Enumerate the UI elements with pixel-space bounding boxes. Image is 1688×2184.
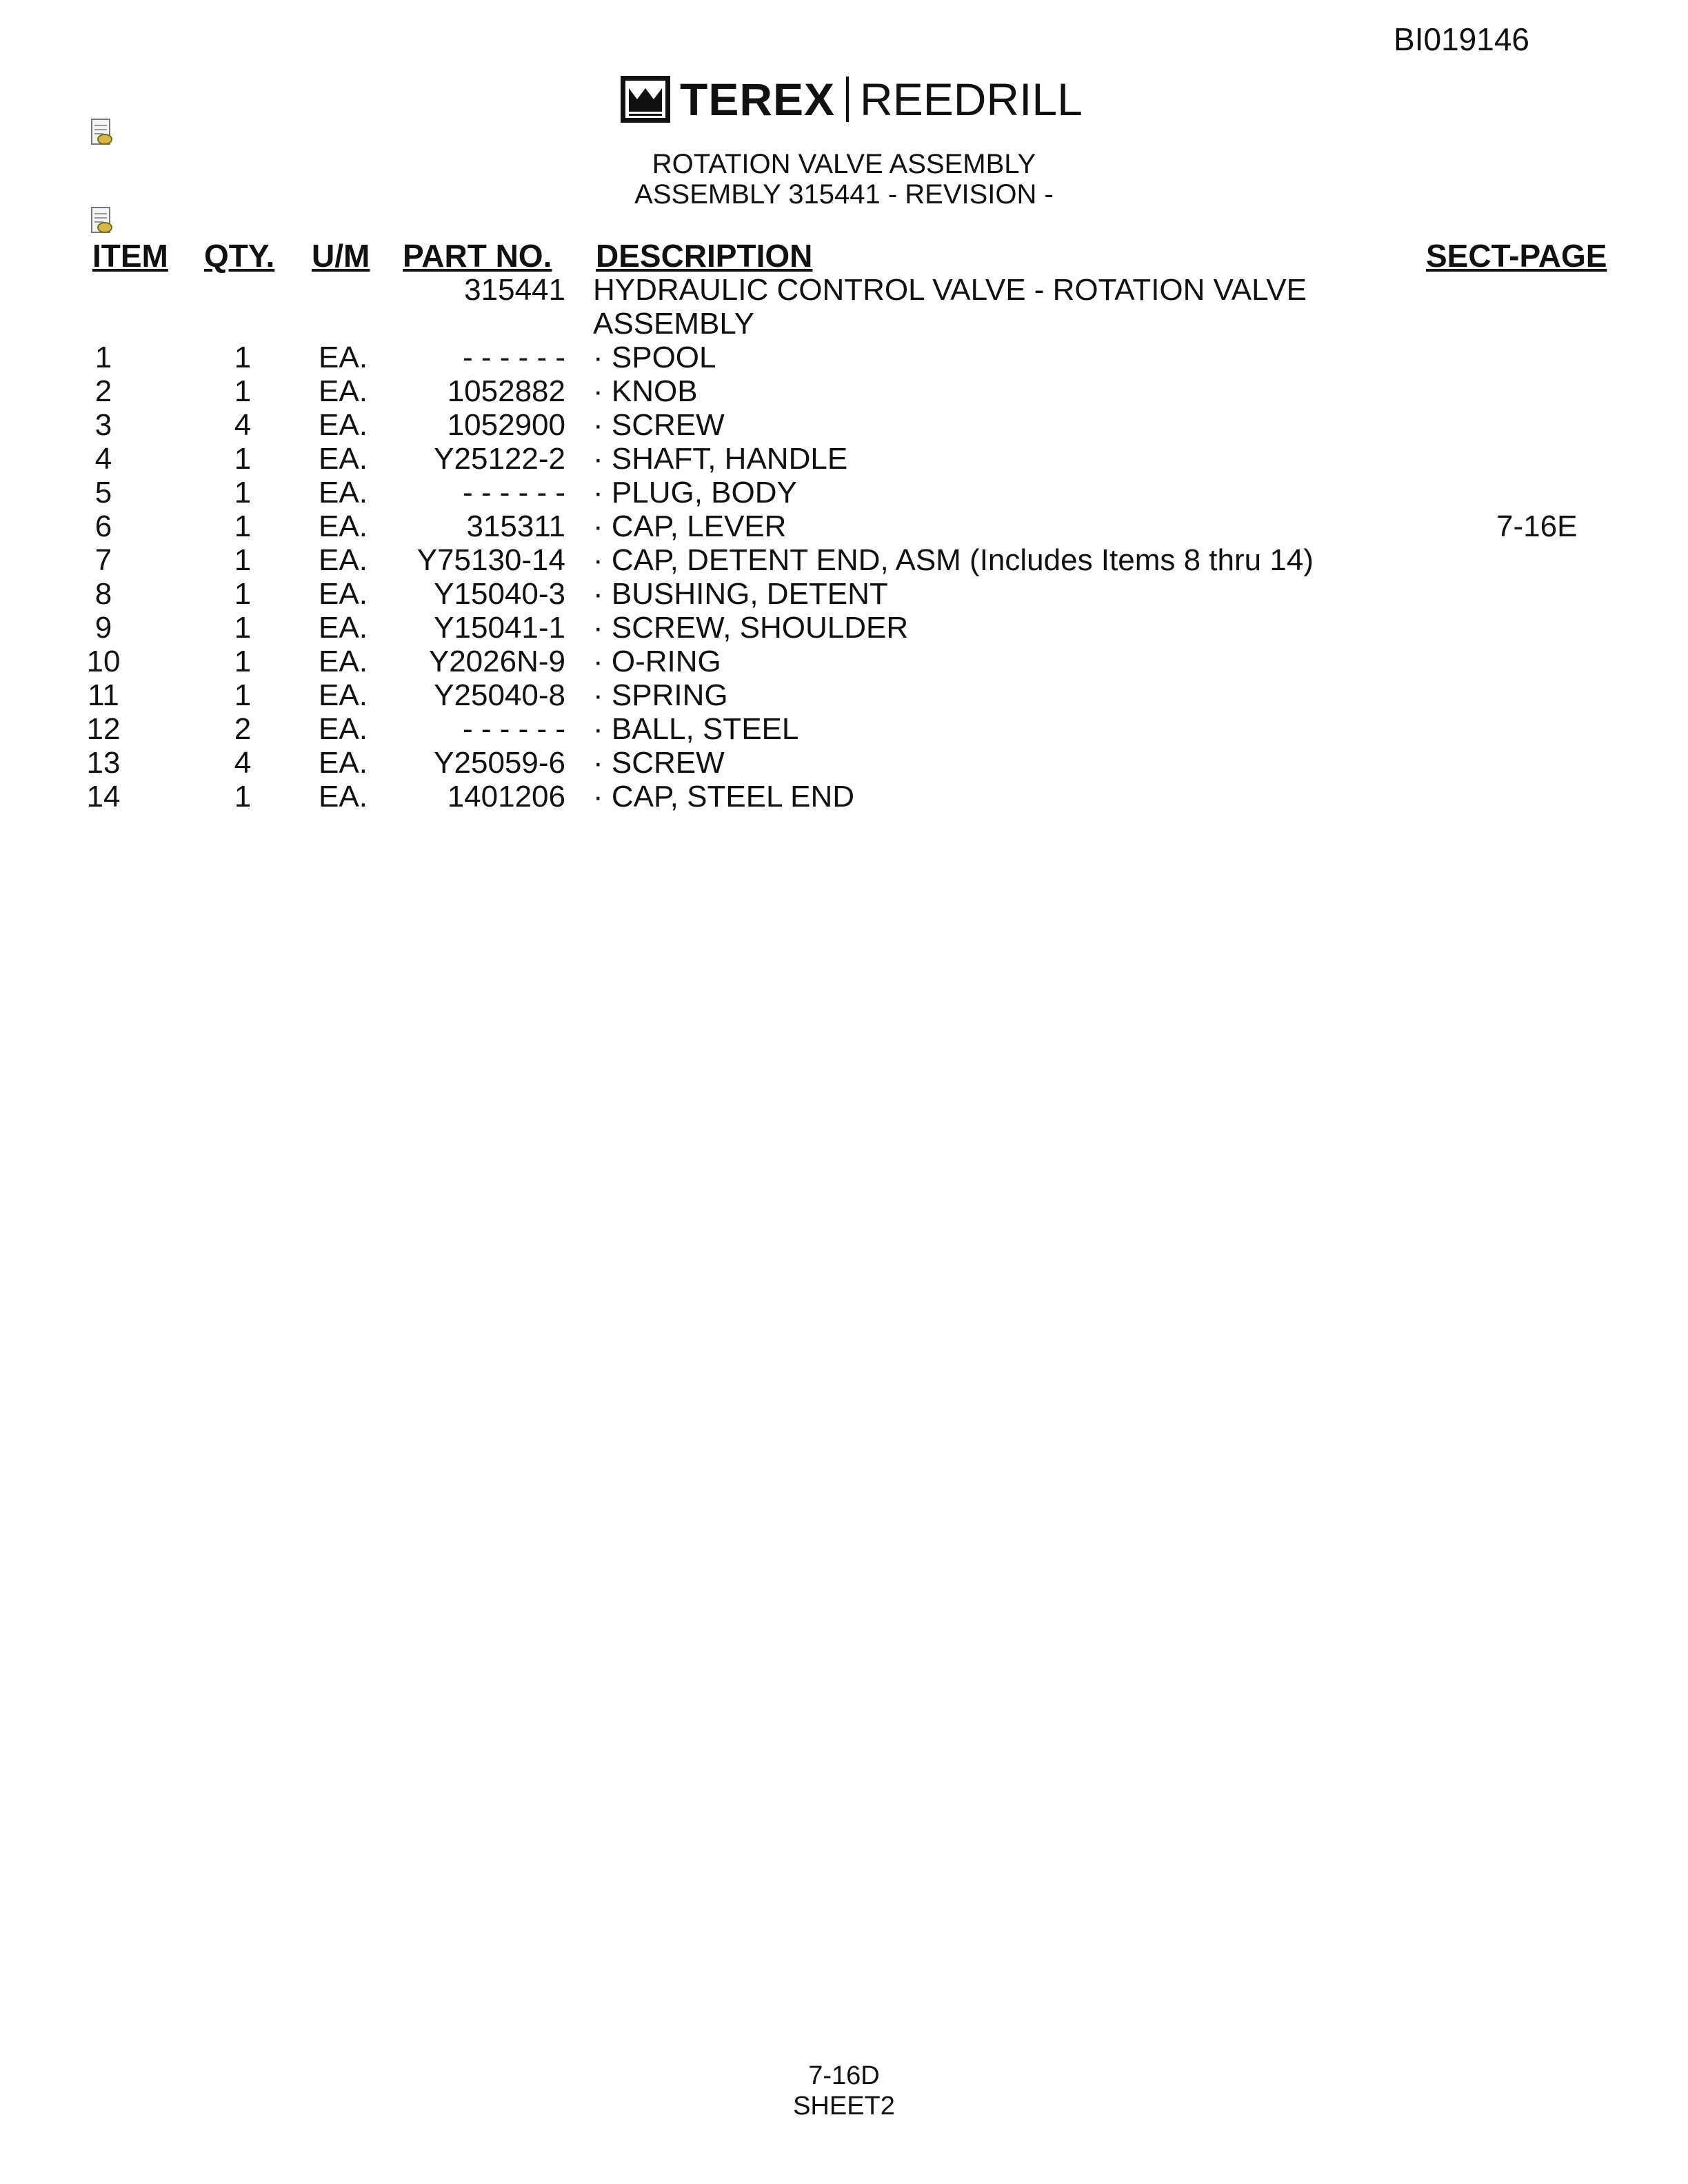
row-qty: 1: [234, 611, 252, 645]
document-icon[interactable]: [91, 119, 114, 146]
header-item: ITEM: [92, 238, 168, 274]
header-sect-page: SECT-PAGE: [1426, 238, 1607, 274]
row-description: · SPRING: [593, 678, 728, 712]
row-qty: 1: [234, 341, 252, 374]
row-item: 8: [94, 577, 112, 611]
row-description: · CAP, STEEL END: [593, 780, 855, 813]
row-um: EA.: [319, 341, 368, 374]
row-item: 9: [94, 611, 112, 645]
row-um: EA.: [319, 442, 368, 476]
table-row: [0, 408, 1688, 442]
table-row: [0, 442, 1688, 476]
row-item: 1: [94, 341, 112, 374]
page-title: ROTATION VALVE ASSEMBLY: [652, 149, 1036, 179]
row-qty: 1: [234, 645, 252, 678]
row-item: 6: [94, 509, 112, 543]
row-description: · PLUG, BODY: [593, 476, 797, 509]
row-um: EA.: [319, 678, 368, 712]
row-item: 5: [94, 476, 112, 509]
row-description: · O-RING: [593, 645, 721, 678]
table-row: [0, 543, 1688, 577]
row-um: EA.: [319, 577, 368, 611]
row-um: EA.: [319, 611, 368, 645]
row-part-no: Y25040-8: [434, 678, 565, 712]
table-row: [0, 611, 1688, 645]
row-qty: 1: [234, 543, 252, 577]
assembly-part-no: 315441: [464, 273, 565, 307]
row-qty: 4: [234, 408, 252, 442]
logo-separator: [846, 77, 849, 122]
row-part-no: 1052900: [447, 408, 565, 442]
row-qty: 1: [234, 442, 252, 476]
row-qty: 4: [234, 746, 252, 780]
header-description: DESCRIPTION: [596, 238, 813, 274]
header-um: U/M: [312, 238, 370, 274]
assembly-row: [0, 273, 1688, 307]
row-item: 11: [88, 678, 119, 712]
row-um: EA.: [319, 476, 368, 509]
table-row: [0, 341, 1688, 374]
row-description: · CAP, DETENT END, ASM (Includes Items 8 thru 14): [593, 543, 1314, 577]
sheet-label: SHEET2: [793, 2092, 895, 2121]
assembly-row-cont: [0, 307, 1688, 341]
row-item: 12: [86, 712, 121, 746]
row-um: EA.: [319, 712, 368, 746]
row-description: · KNOB: [593, 374, 698, 408]
row-um: EA.: [319, 374, 368, 408]
row-item: 13: [86, 746, 121, 780]
assembly-description-cont: ASSEMBLY: [593, 307, 754, 341]
row-item: 3: [94, 408, 112, 442]
table-row: [0, 577, 1688, 611]
document-icon[interactable]: [91, 207, 114, 234]
row-item: 7: [94, 543, 112, 577]
row-description: · SCREW: [593, 408, 725, 442]
page-number: 7-16D: [808, 2061, 880, 2090]
row-qty: 1: [234, 374, 252, 408]
row-um: EA.: [319, 780, 368, 813]
row-part-no: - - - - - -: [462, 341, 565, 374]
row-description: · SCREW: [593, 746, 725, 780]
table-row: [0, 780, 1688, 813]
terex-crown-icon: [621, 76, 670, 123]
row-qty: 1: [234, 509, 252, 543]
row-description: · BALL, STEEL: [593, 712, 799, 746]
row-qty: 1: [234, 780, 252, 813]
row-item: 14: [86, 780, 121, 813]
row-item: 2: [94, 374, 112, 408]
document-id: BI019146: [1394, 21, 1529, 57]
row-description: · BUSHING, DETENT: [593, 577, 888, 611]
table-row: [0, 678, 1688, 712]
assembly-revision: ASSEMBLY 315441 - REVISION -: [634, 179, 1054, 210]
row-qty: 1: [234, 476, 252, 509]
logo-sub-text: REEDRILL: [860, 74, 1083, 125]
terex-reedrill-logo: [621, 72, 1083, 127]
row-part-no: 315311: [466, 509, 565, 543]
row-part-no: Y75130-14: [416, 543, 565, 577]
row-qty: 1: [234, 577, 252, 611]
table-row: [0, 509, 1688, 543]
row-qty: 1: [234, 678, 252, 712]
row-um: EA.: [319, 509, 368, 543]
row-part-no: Y25059-6: [434, 746, 565, 780]
table-row: [0, 645, 1688, 678]
table-row: [0, 712, 1688, 746]
row-um: EA.: [319, 543, 368, 577]
row-qty: 2: [234, 712, 252, 746]
row-item: 4: [94, 442, 112, 476]
row-part-no: - - - - - -: [462, 476, 565, 509]
row-part-no: Y15041-1: [434, 611, 565, 645]
row-description: · CAP, LEVER: [593, 509, 787, 543]
row-um: EA.: [319, 746, 368, 780]
table-row: [0, 374, 1688, 408]
header-part-no: PART NO.: [403, 238, 552, 274]
table-row: [0, 746, 1688, 780]
row-description: · SCREW, SHOULDER: [593, 611, 909, 645]
row-part-no: - - - - - -: [462, 712, 565, 746]
row-um: EA.: [319, 408, 368, 442]
table-row: [0, 476, 1688, 509]
row-sect-page: 7-16E: [1496, 509, 1578, 543]
row-part-no: 1052882: [447, 374, 565, 408]
logo-brand-text: TEREX: [680, 74, 836, 125]
row-part-no: 1401206: [447, 780, 565, 813]
assembly-description: HYDRAULIC CONTROL VALVE - ROTATION VALVE: [593, 273, 1307, 307]
row-item: 10: [86, 645, 121, 678]
row-part-no: Y15040-3: [434, 577, 565, 611]
row-um: EA.: [319, 645, 368, 678]
header-qty: QTY.: [204, 238, 275, 274]
row-description: · SPOOL: [593, 341, 716, 374]
row-part-no: Y2026N-9: [428, 645, 565, 678]
row-part-no: Y25122-2: [434, 442, 565, 476]
row-description: · SHAFT, HANDLE: [593, 442, 848, 476]
